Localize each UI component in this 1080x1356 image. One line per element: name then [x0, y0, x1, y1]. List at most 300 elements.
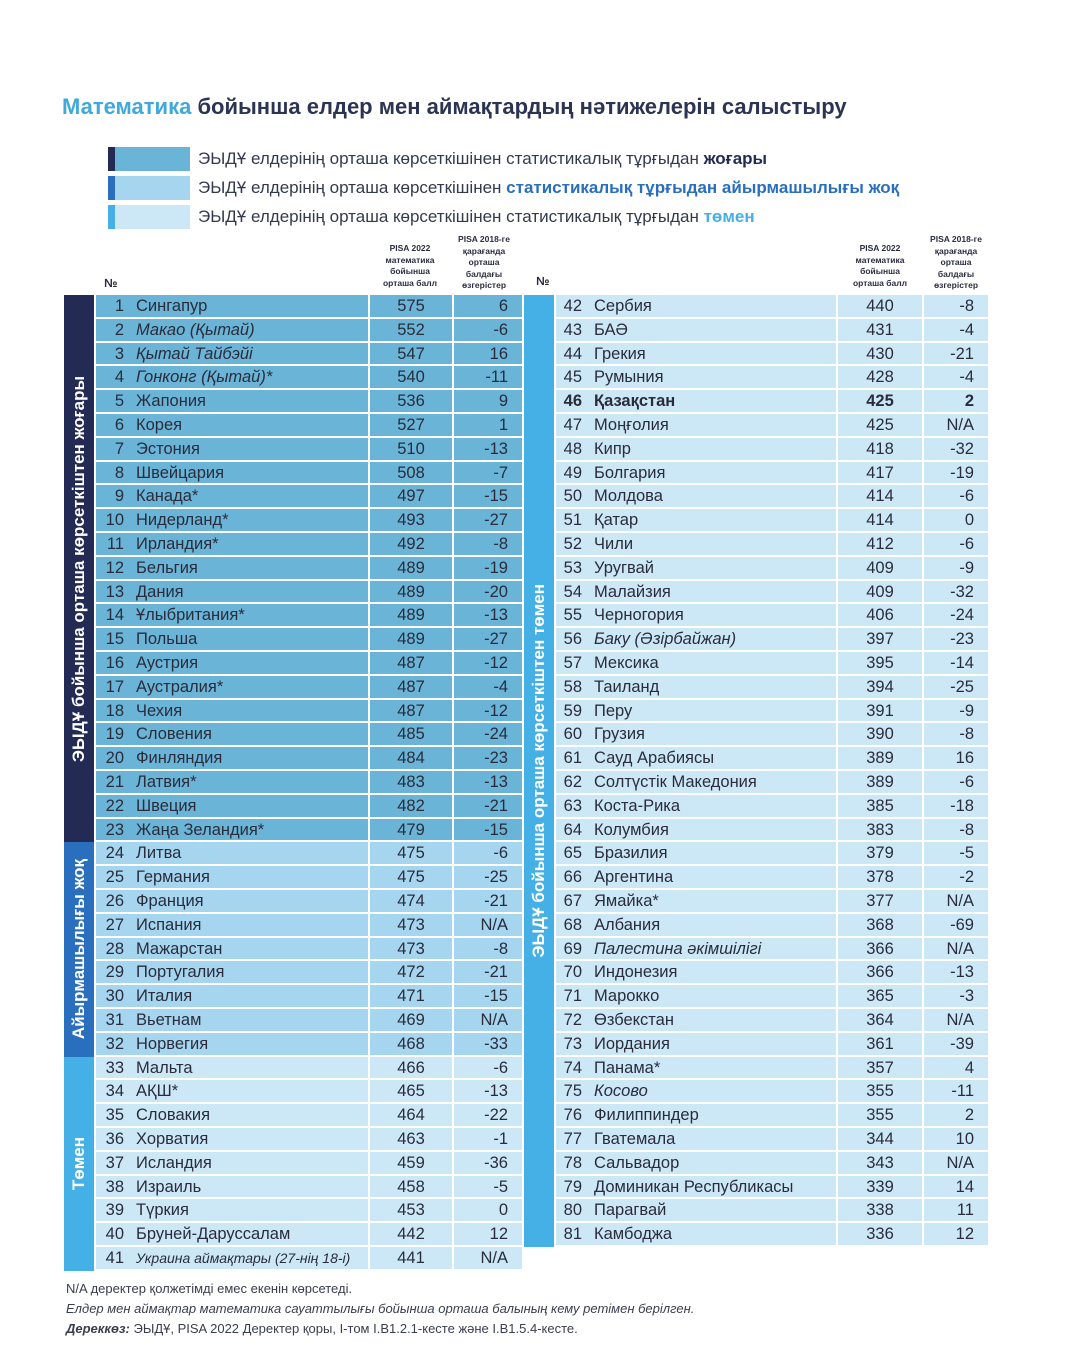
change-cell: -69: [922, 914, 988, 937]
country-cell: Финляндия: [128, 747, 368, 770]
table-row: [96, 1199, 522, 1223]
rank-cell: 42: [556, 295, 586, 318]
change-cell: -6: [452, 319, 522, 342]
score-cell: 390: [836, 723, 922, 746]
change-cell: -23: [452, 747, 522, 770]
rank-cell: 7: [96, 438, 128, 461]
rank-cell: 54: [556, 581, 586, 604]
score-cell: 473: [368, 914, 452, 937]
header-line: математика: [385, 254, 435, 265]
rank-cell: 80: [556, 1199, 586, 1222]
change-cell: -19: [452, 557, 522, 580]
table-row: [556, 581, 988, 605]
score-cell: 484: [368, 747, 452, 770]
rank-cell: 4: [96, 366, 128, 389]
rank-cell: 53: [556, 557, 586, 580]
country-cell: Ямайка*: [586, 890, 836, 913]
score-cell: 473: [368, 938, 452, 961]
table-row: [556, 1080, 988, 1104]
country-cell: Өзбекстан: [586, 1009, 836, 1032]
score-cell: 418: [836, 438, 922, 461]
country-cell: Швейцария: [128, 462, 368, 485]
table-row: [556, 1176, 988, 1200]
table-row: [556, 343, 988, 367]
rank-cell: 30: [96, 985, 128, 1008]
country-cell: Албания: [586, 914, 836, 937]
table-row: [556, 295, 988, 319]
table-row: [96, 343, 522, 367]
score-cell: 487: [368, 676, 452, 699]
header-line: PISA 2018-ге: [458, 234, 510, 244]
change-cell: 14: [922, 1176, 988, 1199]
footnote-na: N/A деректер қолжетімді емес екенін көрсетеді.: [66, 1281, 353, 1296]
change-cell: -6: [922, 533, 988, 556]
score-cell: 547: [368, 343, 452, 366]
change-cell: -5: [452, 1176, 522, 1199]
rank-cell: 40: [96, 1223, 128, 1246]
rank-cell: 64: [556, 819, 586, 842]
country-cell: Түркия: [128, 1199, 368, 1222]
table-row: [556, 961, 988, 985]
country-cell: Солтүстік Македония: [586, 771, 836, 794]
country-cell: Жаңа Зеландия*: [128, 819, 368, 842]
change-cell: 9: [452, 390, 522, 413]
table-row: [96, 842, 522, 866]
score-cell: 430: [836, 343, 922, 366]
country-cell: Грузия: [586, 723, 836, 746]
change-cell: -14: [922, 652, 988, 675]
table-row: [556, 604, 988, 628]
country-cell: Кипр: [586, 438, 836, 461]
rank-cell: 55: [556, 604, 586, 627]
table-row: [96, 866, 522, 890]
country-cell: Швеция: [128, 795, 368, 818]
score-cell: 355: [836, 1104, 922, 1127]
table-row: [96, 652, 522, 676]
table-row: [556, 1199, 988, 1223]
rank-cell: 72: [556, 1009, 586, 1032]
rank-cell: 28: [96, 938, 128, 961]
group-band-below: Төмен: [64, 1057, 94, 1271]
country-cell: Молдова: [586, 485, 836, 508]
score-cell: 479: [368, 819, 452, 842]
score-cell: 465: [368, 1080, 452, 1103]
score-cell: 483: [368, 771, 452, 794]
score-cell: 575: [368, 295, 452, 318]
country-cell: Эстония: [128, 438, 368, 461]
legend: [108, 144, 899, 231]
change-cell: N/A: [922, 1009, 988, 1032]
score-cell: 489: [368, 581, 452, 604]
rank-cell: 78: [556, 1152, 586, 1175]
header-line: орташа: [468, 257, 500, 267]
table-row: [556, 438, 988, 462]
score-cell: 489: [368, 628, 452, 651]
table-row: [556, 1009, 988, 1033]
score-cell: 440: [836, 295, 922, 318]
change-cell: 11: [922, 1199, 988, 1222]
table-row: [96, 1104, 522, 1128]
score-cell: 417: [836, 462, 922, 485]
country-cell: Гонконг (Қытай)*: [128, 366, 368, 389]
change-cell: -5: [922, 842, 988, 865]
country-cell: Макао (Қытай): [128, 319, 368, 342]
change-cell: -27: [452, 509, 522, 532]
score-cell: 552: [368, 319, 452, 342]
country-cell: Жапония: [128, 390, 368, 413]
table-row: [556, 890, 988, 914]
rank-cell: 67: [556, 890, 586, 913]
table-row: [96, 819, 522, 843]
country-cell: Сербия: [586, 295, 836, 318]
country-cell: Сальвадор: [586, 1152, 836, 1175]
rank-cell: 73: [556, 1033, 586, 1056]
change-cell: -21: [452, 795, 522, 818]
change-cell: 4: [922, 1057, 988, 1080]
left-change-header: [450, 234, 518, 292]
country-cell: АҚШ*: [128, 1080, 368, 1103]
table-row: [96, 604, 522, 628]
rank-cell: 76: [556, 1104, 586, 1127]
country-cell: Франция: [128, 890, 368, 913]
table-row: [96, 1009, 522, 1033]
header-line: орташа балл: [852, 277, 908, 288]
country-cell: Германия: [128, 866, 368, 889]
table-row: [556, 985, 988, 1009]
rank-cell: 60: [556, 723, 586, 746]
score-cell: 540: [368, 366, 452, 389]
legend-swatch: [108, 176, 190, 200]
table-row: [556, 938, 988, 962]
change-cell: N/A: [922, 890, 988, 913]
score-cell: 508: [368, 462, 452, 485]
table-row: [556, 319, 988, 343]
rank-cell: 46: [556, 390, 586, 413]
rank-cell: 24: [96, 842, 128, 865]
country-cell: Бруней-Даруссалам: [128, 1223, 368, 1246]
country-cell: Малайзия: [586, 581, 836, 604]
country-cell: Қатар: [586, 509, 836, 532]
left-no-header: №: [104, 276, 118, 290]
change-cell: -8: [922, 723, 988, 746]
country-cell: Перу: [586, 700, 836, 723]
table-row: [96, 557, 522, 581]
table-row: [96, 1057, 522, 1081]
score-cell: 463: [368, 1128, 452, 1151]
change-cell: -6: [452, 842, 522, 865]
country-cell: Колумбия: [586, 819, 836, 842]
rank-cell: 31: [96, 1009, 128, 1032]
change-cell: -33: [452, 1033, 522, 1056]
rank-cell: 63: [556, 795, 586, 818]
rank-cell: 1: [96, 295, 128, 318]
rank-cell: 32: [96, 1033, 128, 1056]
country-cell: Аргентина: [586, 866, 836, 889]
change-cell: -15: [452, 485, 522, 508]
rank-cell: 33: [96, 1057, 128, 1080]
rank-cell: 23: [96, 819, 128, 842]
score-cell: 336: [836, 1223, 922, 1246]
country-cell: Литва: [128, 842, 368, 865]
score-cell: 474: [368, 890, 452, 913]
country-cell: Коста-Рика: [586, 795, 836, 818]
score-cell: 343: [836, 1152, 922, 1175]
rank-cell: 81: [556, 1223, 586, 1246]
country-cell: Хорватия: [128, 1128, 368, 1151]
table-row: [556, 390, 988, 414]
rank-cell: 62: [556, 771, 586, 794]
country-cell: Черногория: [586, 604, 836, 627]
table-row: [96, 1176, 522, 1200]
score-cell: 489: [368, 604, 452, 627]
table-row: [96, 771, 522, 795]
score-cell: 425: [836, 414, 922, 437]
country-cell: Чили: [586, 533, 836, 556]
score-cell: 394: [836, 676, 922, 699]
rank-cell: 17: [96, 676, 128, 699]
change-cell: -4: [452, 676, 522, 699]
rank-cell: 26: [96, 890, 128, 913]
change-cell: -21: [452, 961, 522, 984]
rank-cell: 68: [556, 914, 586, 937]
change-cell: 12: [452, 1223, 522, 1246]
table-row: [556, 1057, 988, 1081]
change-cell: -12: [452, 652, 522, 675]
table-row: [96, 485, 522, 509]
country-cell: Сингапур: [128, 295, 368, 318]
score-cell: 425: [836, 390, 922, 413]
country-cell: Португалия: [128, 961, 368, 984]
rank-cell: 19: [96, 723, 128, 746]
change-cell: -27: [452, 628, 522, 651]
rank-cell: 21: [96, 771, 128, 794]
score-cell: 431: [836, 319, 922, 342]
header-line: орташа балл: [382, 277, 438, 288]
score-cell: 368: [836, 914, 922, 937]
rank-cell: 37: [96, 1152, 128, 1175]
table-row: [96, 533, 522, 557]
rank-cell: 58: [556, 676, 586, 699]
table-row: [556, 557, 988, 581]
country-cell: Аустралия*: [128, 676, 368, 699]
country-cell: Қытай Тайбэйі: [128, 343, 368, 366]
table-row: [96, 581, 522, 605]
change-cell: -6: [452, 1057, 522, 1080]
country-cell: Чехия: [128, 700, 368, 723]
table-row: [96, 1152, 522, 1176]
rank-cell: 3: [96, 343, 128, 366]
change-cell: -9: [922, 700, 988, 723]
change-cell: -13: [452, 604, 522, 627]
rank-cell: 38: [96, 1176, 128, 1199]
change-cell: 10: [922, 1128, 988, 1151]
title-rest: бойынша елдер мен аймақтардың нәтижелерін салыстыру: [197, 94, 847, 119]
change-cell: -6: [922, 485, 988, 508]
legend-item: [108, 144, 899, 173]
score-cell: 489: [368, 557, 452, 580]
rank-cell: 10: [96, 509, 128, 532]
change-cell: -24: [452, 723, 522, 746]
rank-cell: 12: [96, 557, 128, 580]
table-row: [556, 462, 988, 486]
change-cell: -8: [922, 295, 988, 318]
right-no-header: №: [536, 274, 550, 288]
legend-item: [108, 202, 899, 231]
table-row: [556, 1128, 988, 1152]
country-cell: Мажарстан: [128, 938, 368, 961]
group-band-right-below: ЭЫДҰ бойынша орташа көрсеткіштен төмен: [524, 295, 554, 1247]
change-cell: -12: [452, 700, 522, 723]
table-row: [96, 462, 522, 486]
table-row: [96, 628, 522, 652]
country-cell: Моңғолия: [586, 414, 836, 437]
country-cell: Парагвай: [586, 1199, 836, 1222]
table-row: [96, 723, 522, 747]
group-band-above: ЭЫДҰ бойынша орташа көрсеткіштен жоғары: [64, 295, 94, 842]
country-cell: Вьетнам: [128, 1009, 368, 1032]
rank-cell: 52: [556, 533, 586, 556]
header-line: математика: [855, 254, 905, 265]
score-cell: 471: [368, 985, 452, 1008]
score-cell: 389: [836, 771, 922, 794]
country-cell: Бразилия: [586, 842, 836, 865]
header-line: бойынша: [390, 266, 430, 276]
change-cell: -25: [922, 676, 988, 699]
score-cell: 414: [836, 485, 922, 508]
country-cell: Грекия: [586, 343, 836, 366]
header-line: PISA 2022: [859, 243, 901, 253]
country-cell: Палестина әкімшілігі: [586, 938, 836, 961]
rank-cell: 6: [96, 414, 128, 437]
change-cell: -21: [452, 890, 522, 913]
country-cell: Иордания: [586, 1033, 836, 1056]
table-row: [96, 700, 522, 724]
country-cell: Марокко: [586, 985, 836, 1008]
score-cell: 414: [836, 509, 922, 532]
country-cell: Камбоджа: [586, 1223, 836, 1246]
change-cell: N/A: [452, 1009, 522, 1032]
table-row: [556, 533, 988, 557]
change-cell: -4: [922, 319, 988, 342]
table-row: [96, 1247, 522, 1271]
change-cell: -21: [922, 343, 988, 366]
legend-text: ЭЫДҰ елдерінің орташа көрсеткішінен статистикалық тұрғыдан айырмашылығы жоқ: [198, 177, 900, 197]
country-cell: Мексика: [586, 652, 836, 675]
country-cell: Норвегия: [128, 1033, 368, 1056]
change-cell: 0: [922, 509, 988, 532]
country-cell: Бельгия: [128, 557, 368, 580]
change-cell: -36: [452, 1152, 522, 1175]
change-cell: 16: [452, 343, 522, 366]
score-cell: 458: [368, 1176, 452, 1199]
country-cell: Филиппиндер: [586, 1104, 836, 1127]
table-row: [556, 747, 988, 771]
table-row: [556, 700, 988, 724]
score-cell: 468: [368, 1033, 452, 1056]
change-cell: -13: [922, 961, 988, 984]
table-row: [96, 1223, 522, 1247]
change-cell: -3: [922, 985, 988, 1008]
rank-cell: 20: [96, 747, 128, 770]
score-cell: 391: [836, 700, 922, 723]
country-cell: Болгария: [586, 462, 836, 485]
score-cell: 441: [368, 1247, 452, 1270]
score-cell: 385: [836, 795, 922, 818]
country-cell: Ирландия*: [128, 533, 368, 556]
table-row: [96, 319, 522, 343]
header-line: PISA 2022: [389, 243, 431, 253]
score-cell: 397: [836, 628, 922, 651]
change-cell: -15: [452, 985, 522, 1008]
score-cell: 366: [836, 961, 922, 984]
rank-cell: 49: [556, 462, 586, 485]
table-row: [556, 628, 988, 652]
score-cell: 395: [836, 652, 922, 675]
country-cell: Нидерланд*: [128, 509, 368, 532]
score-cell: 442: [368, 1223, 452, 1246]
score-cell: 536: [368, 390, 452, 413]
rank-cell: 45: [556, 366, 586, 389]
table-row: [556, 414, 988, 438]
header-line: қарағанда: [462, 245, 506, 256]
table-row: [556, 485, 988, 509]
table-row: [96, 366, 522, 390]
rank-cell: 69: [556, 938, 586, 961]
table-row: [556, 914, 988, 938]
country-cell: Аустрия: [128, 652, 368, 675]
table-row: [556, 866, 988, 890]
rank-cell: 59: [556, 700, 586, 723]
change-cell: -13: [452, 1080, 522, 1103]
rank-cell: 16: [96, 652, 128, 675]
legend-swatch: [108, 147, 190, 171]
score-cell: 493: [368, 509, 452, 532]
table-row: [556, 819, 988, 843]
rank-cell: 70: [556, 961, 586, 984]
rank-cell: 66: [556, 866, 586, 889]
score-cell: 412: [836, 533, 922, 556]
change-cell: -13: [452, 438, 522, 461]
header-line: қарағанда: [934, 245, 978, 256]
rank-cell: 65: [556, 842, 586, 865]
change-cell: -32: [922, 438, 988, 461]
rank-cell: 77: [556, 1128, 586, 1151]
rank-cell: 34: [96, 1080, 128, 1103]
change-cell: -4: [922, 366, 988, 389]
table-row: [96, 414, 522, 438]
table-row: [556, 771, 988, 795]
rank-cell: 74: [556, 1057, 586, 1080]
change-cell: -32: [922, 581, 988, 604]
score-cell: 344: [836, 1128, 922, 1151]
change-cell: -1: [452, 1128, 522, 1151]
table-row: [96, 938, 522, 962]
change-cell: -15: [452, 819, 522, 842]
score-cell: 475: [368, 866, 452, 889]
country-cell: Косово: [586, 1080, 836, 1103]
rank-cell: 71: [556, 985, 586, 1008]
rank-cell: 61: [556, 747, 586, 770]
rank-cell: 9: [96, 485, 128, 508]
right-score-header: [838, 243, 922, 289]
rank-cell: 35: [96, 1104, 128, 1127]
table-row: [96, 390, 522, 414]
country-cell: Словакия: [128, 1104, 368, 1127]
footnote-source: [66, 1321, 578, 1336]
source-label: Дереккөз:: [66, 1321, 130, 1336]
title-accent: Математика: [62, 94, 192, 119]
score-cell: 338: [836, 1199, 922, 1222]
